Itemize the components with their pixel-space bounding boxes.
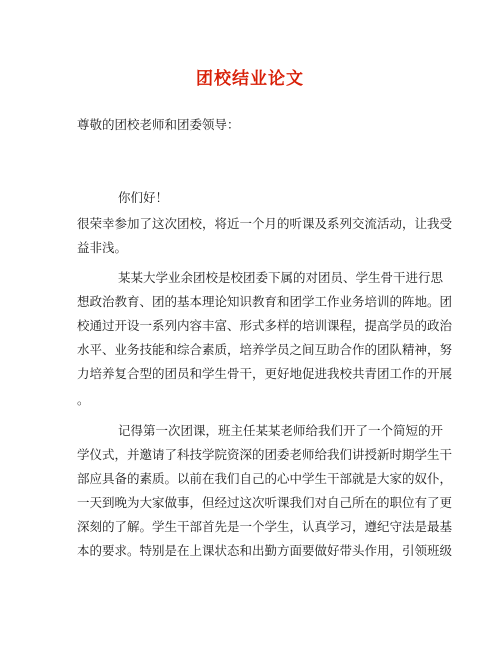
paragraph-3-line-5: 深刻的了解。学生干部首先是一个学生，认真学习，遵纪守法是最基 bbox=[77, 519, 453, 534]
greeting: 你们好！ bbox=[118, 190, 169, 205]
paragraph-3-line-3: 部应具备的素质。以前在我们自己的心中学生干部就是大家的奴仆， bbox=[77, 471, 453, 486]
paragraph-3-line-1: 记得第一次团课，班主任某某老师给我们开了一个简短的开 bbox=[118, 423, 444, 438]
paragraph-3-line-4: 一天到晚为大家做事，但经过这次听课我们对自己所在的职位有了更 bbox=[77, 495, 453, 510]
paragraph-1-line-1: 很荣幸参加了这次团校，将近一个月的听课及系列交流活动，让我受 bbox=[77, 216, 453, 231]
paragraph-3-line-6: 本的要求。特别是在上课状态和出勤方面要做好带头作用，引领班级 bbox=[77, 543, 453, 558]
document-title: 团校结业论文 bbox=[196, 69, 304, 89]
paragraph-2-line-4: 水平、业务技能和综合素质，培养学员之间互助合作的团队精神，努 bbox=[77, 342, 453, 357]
paragraph-2-line-1: 某某大学业余团校是校团委下属的对团员、学生骨干进行思 bbox=[118, 270, 444, 285]
salutation: 尊敬的团校老师和团委领导： bbox=[77, 117, 240, 132]
paragraph-2-line-2: 想政治教育、团的基本理论知识教育和团学工作业务培训的阵地。团 bbox=[77, 294, 453, 309]
paragraph-1-line-2: 益非浅。 bbox=[77, 240, 128, 255]
paragraph-2-line-6: 。 bbox=[77, 392, 90, 407]
paragraph-2-line-5: 力培养复合型的团员和学生骨干，更好地促进我校共青团工作的开展 bbox=[77, 366, 453, 381]
paragraph-2-line-3: 校通过开设一系列内容丰富、形式多样的培训课程，提高学员的政治 bbox=[77, 318, 453, 333]
paragraph-3-line-2: 学仪式，并邀请了科技学院资深的团委老师给我们讲授新时期学生干 bbox=[77, 447, 453, 462]
